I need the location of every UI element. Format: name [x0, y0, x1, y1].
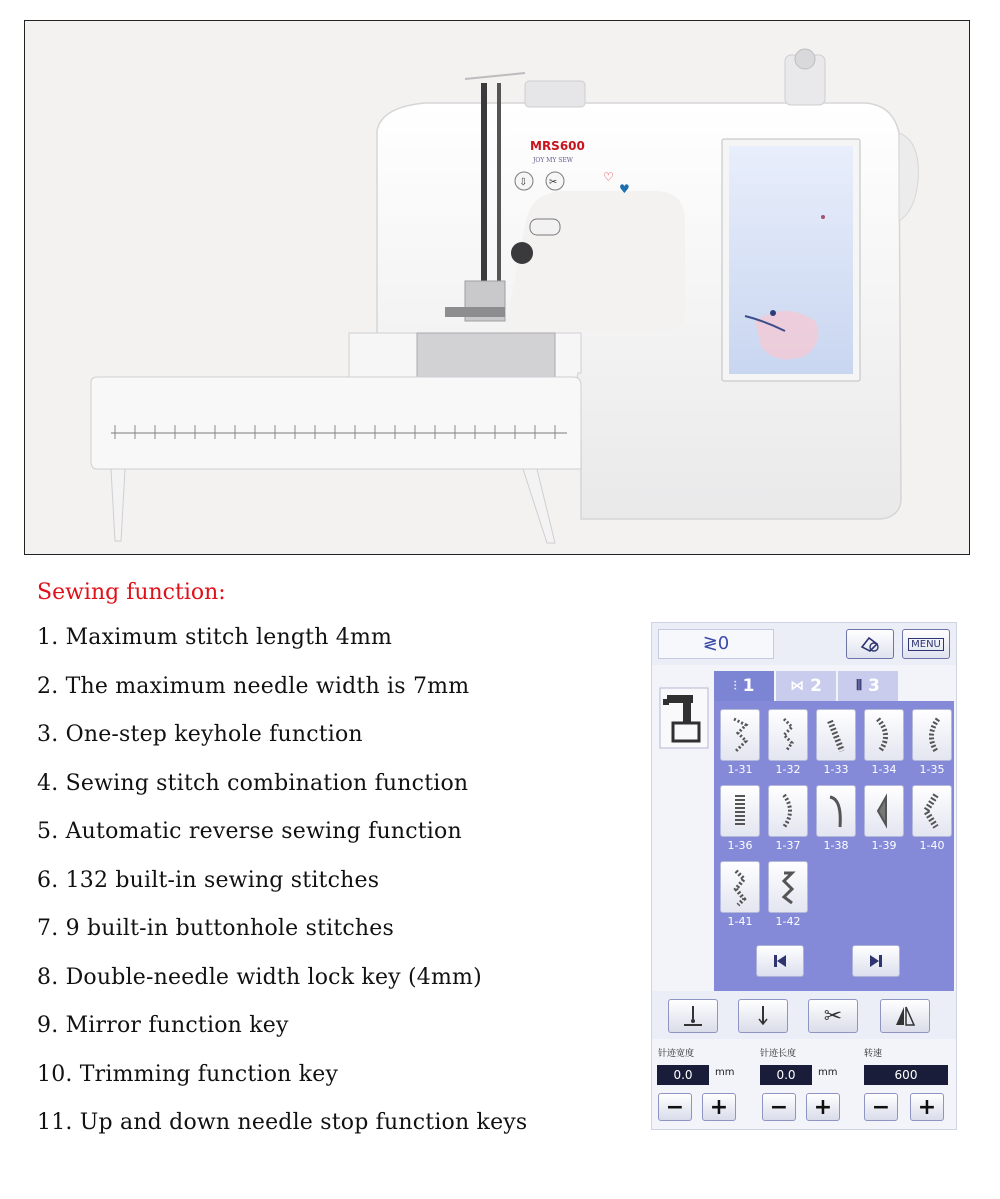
- tab-label: 1: [742, 676, 755, 696]
- stitch-grid: [714, 701, 954, 991]
- stitch-number: 1-42: [775, 915, 801, 928]
- feature-item: 7. 9 built-in buttonhole stitches: [37, 916, 394, 941]
- stitch-pattern-icon: [824, 791, 848, 831]
- length-minus-button[interactable]: −: [762, 1093, 796, 1121]
- stitch-number: 1-39: [871, 839, 897, 852]
- stitch-pattern-icon: [872, 791, 896, 831]
- feature-item: 1. Maximum stitch length 4mm: [37, 625, 393, 650]
- stitch-button[interactable]: [864, 709, 904, 761]
- tab-3[interactable]: [838, 671, 898, 701]
- stitch-pattern-icon: [920, 715, 944, 755]
- stitch-tabs: [714, 671, 954, 701]
- scissors-icon: ✂: [549, 177, 558, 188]
- stitch-number: 1-36: [727, 839, 753, 852]
- straight-stitch-icon: ⫶: [733, 678, 737, 693]
- length-value: 0.0: [760, 1065, 812, 1085]
- stitch-button[interactable]: [720, 785, 760, 837]
- presser-foot-icon: [659, 687, 709, 749]
- stitch-pattern-icon: [728, 715, 752, 755]
- stitch-button[interactable]: [720, 709, 760, 761]
- tab-label: 2: [810, 676, 822, 696]
- skip-forward-icon: [868, 953, 884, 969]
- stitch-number: 1-41: [727, 915, 753, 928]
- length-unit: mm: [818, 1067, 838, 1078]
- stitch-number: 1-40: [919, 839, 945, 852]
- feature-item: 2. The maximum needle width is 7mm: [37, 673, 470, 699]
- speed-minus-button[interactable]: −: [864, 1093, 898, 1121]
- stitch-button[interactable]: [864, 785, 904, 837]
- scissors-icon: ✂: [823, 1003, 843, 1029]
- feature-item: 6. 132 built-in sewing stitches: [37, 867, 380, 893]
- zigzag-stitch-icon: ⋈: [790, 678, 805, 694]
- needle-up-icon: [750, 1003, 776, 1029]
- panel-top-bar: [652, 623, 956, 665]
- stitch-number: 1-38: [823, 839, 849, 852]
- needle-stop-button[interactable]: [668, 999, 718, 1033]
- settings-button[interactable]: [846, 629, 894, 659]
- menu-button[interactable]: [902, 629, 950, 659]
- feature-item: 3. One-step keyhole function: [37, 722, 363, 747]
- speed-plus-button[interactable]: +: [910, 1093, 944, 1121]
- touch-screen-panel: [651, 622, 957, 1130]
- feature-item: 9. Mirror function key: [37, 1013, 289, 1038]
- stitch-button[interactable]: [912, 785, 952, 837]
- function-key-row: [652, 991, 956, 1039]
- length-label: 针迹长度: [760, 1049, 797, 1059]
- feature-item: 10. Trimming function key: [37, 1061, 339, 1087]
- heart-outline-icon: ♡: [603, 170, 614, 184]
- stitch-button[interactable]: [768, 861, 808, 913]
- stitch-pattern-icon: [776, 791, 800, 831]
- width-label: 针迹宽度: [658, 1049, 695, 1059]
- heart-filled-icon: ♥: [619, 182, 630, 196]
- mirror-button[interactable]: [880, 999, 930, 1033]
- stitch-pattern-icon: [728, 867, 752, 907]
- last-page-button[interactable]: [852, 945, 900, 977]
- speed-value: 600: [864, 1065, 948, 1085]
- mirror-icon: [892, 1003, 918, 1029]
- stitch-pattern-icon: [776, 867, 800, 907]
- feature-item: 4. Sewing stitch combination function: [37, 770, 469, 796]
- stitch-button[interactable]: [768, 785, 808, 837]
- width-plus-button[interactable]: +: [702, 1093, 736, 1121]
- brand-label: MRS600: [530, 139, 585, 153]
- stitch-number: 1-37: [775, 839, 801, 852]
- tab-2[interactable]: [776, 671, 836, 701]
- stitch-button[interactable]: [816, 785, 856, 837]
- stitch-button[interactable]: [816, 709, 856, 761]
- stitch-pattern-icon: [824, 715, 848, 755]
- tab-1[interactable]: [714, 671, 774, 701]
- stitch-number: 1-35: [919, 763, 945, 776]
- stitch-number: 1-31: [727, 763, 753, 776]
- stitch-display-field: ≷0: [658, 629, 774, 659]
- extension-table: [91, 377, 581, 469]
- length-plus-button[interactable]: +: [806, 1093, 840, 1121]
- brand-slogan: JOY MY SEW: [533, 157, 573, 164]
- section-heading: Sewing function:: [37, 580, 226, 605]
- needle-position-button[interactable]: [738, 999, 788, 1033]
- stitch-button[interactable]: [768, 709, 808, 761]
- pattern-icon: [859, 635, 881, 653]
- stitch-number: 1-34: [871, 763, 897, 776]
- needle-down-icon: [680, 1003, 706, 1029]
- stitch-pattern-icon: [872, 715, 896, 755]
- first-page-button[interactable]: [756, 945, 804, 977]
- stitch-button[interactable]: [912, 709, 952, 761]
- width-minus-button[interactable]: −: [658, 1093, 692, 1121]
- sewing-machine-illustration: [25, 21, 969, 554]
- trim-button[interactable]: [808, 999, 858, 1033]
- stitch-pattern-icon: [728, 791, 752, 831]
- width-unit: mm: [715, 1067, 735, 1078]
- feature-item: 11. Up and down needle stop function keys: [37, 1110, 528, 1135]
- stitch-button[interactable]: [720, 861, 760, 913]
- tab-label: 3: [868, 676, 880, 696]
- stitch-pattern-icon: [920, 791, 944, 831]
- stitch-pattern-icon: [776, 715, 800, 755]
- stitch-number: 1-33: [823, 763, 849, 776]
- buttonhole-icon: ⫴: [856, 678, 863, 694]
- width-value: 0.0: [657, 1065, 709, 1085]
- product-photo: [24, 20, 970, 555]
- feature-list: [37, 625, 527, 1159]
- skip-back-icon: [772, 953, 788, 969]
- needle-updown-icon: ⇩: [519, 177, 528, 188]
- speed-label: 转速: [864, 1049, 883, 1059]
- feature-item: 5. Automatic reverse sewing function: [37, 819, 462, 844]
- menu-label: MENU: [908, 638, 944, 651]
- stitch-number: 1-32: [775, 763, 801, 776]
- feature-item: 8. Double-needle width lock key (4mm): [37, 964, 482, 990]
